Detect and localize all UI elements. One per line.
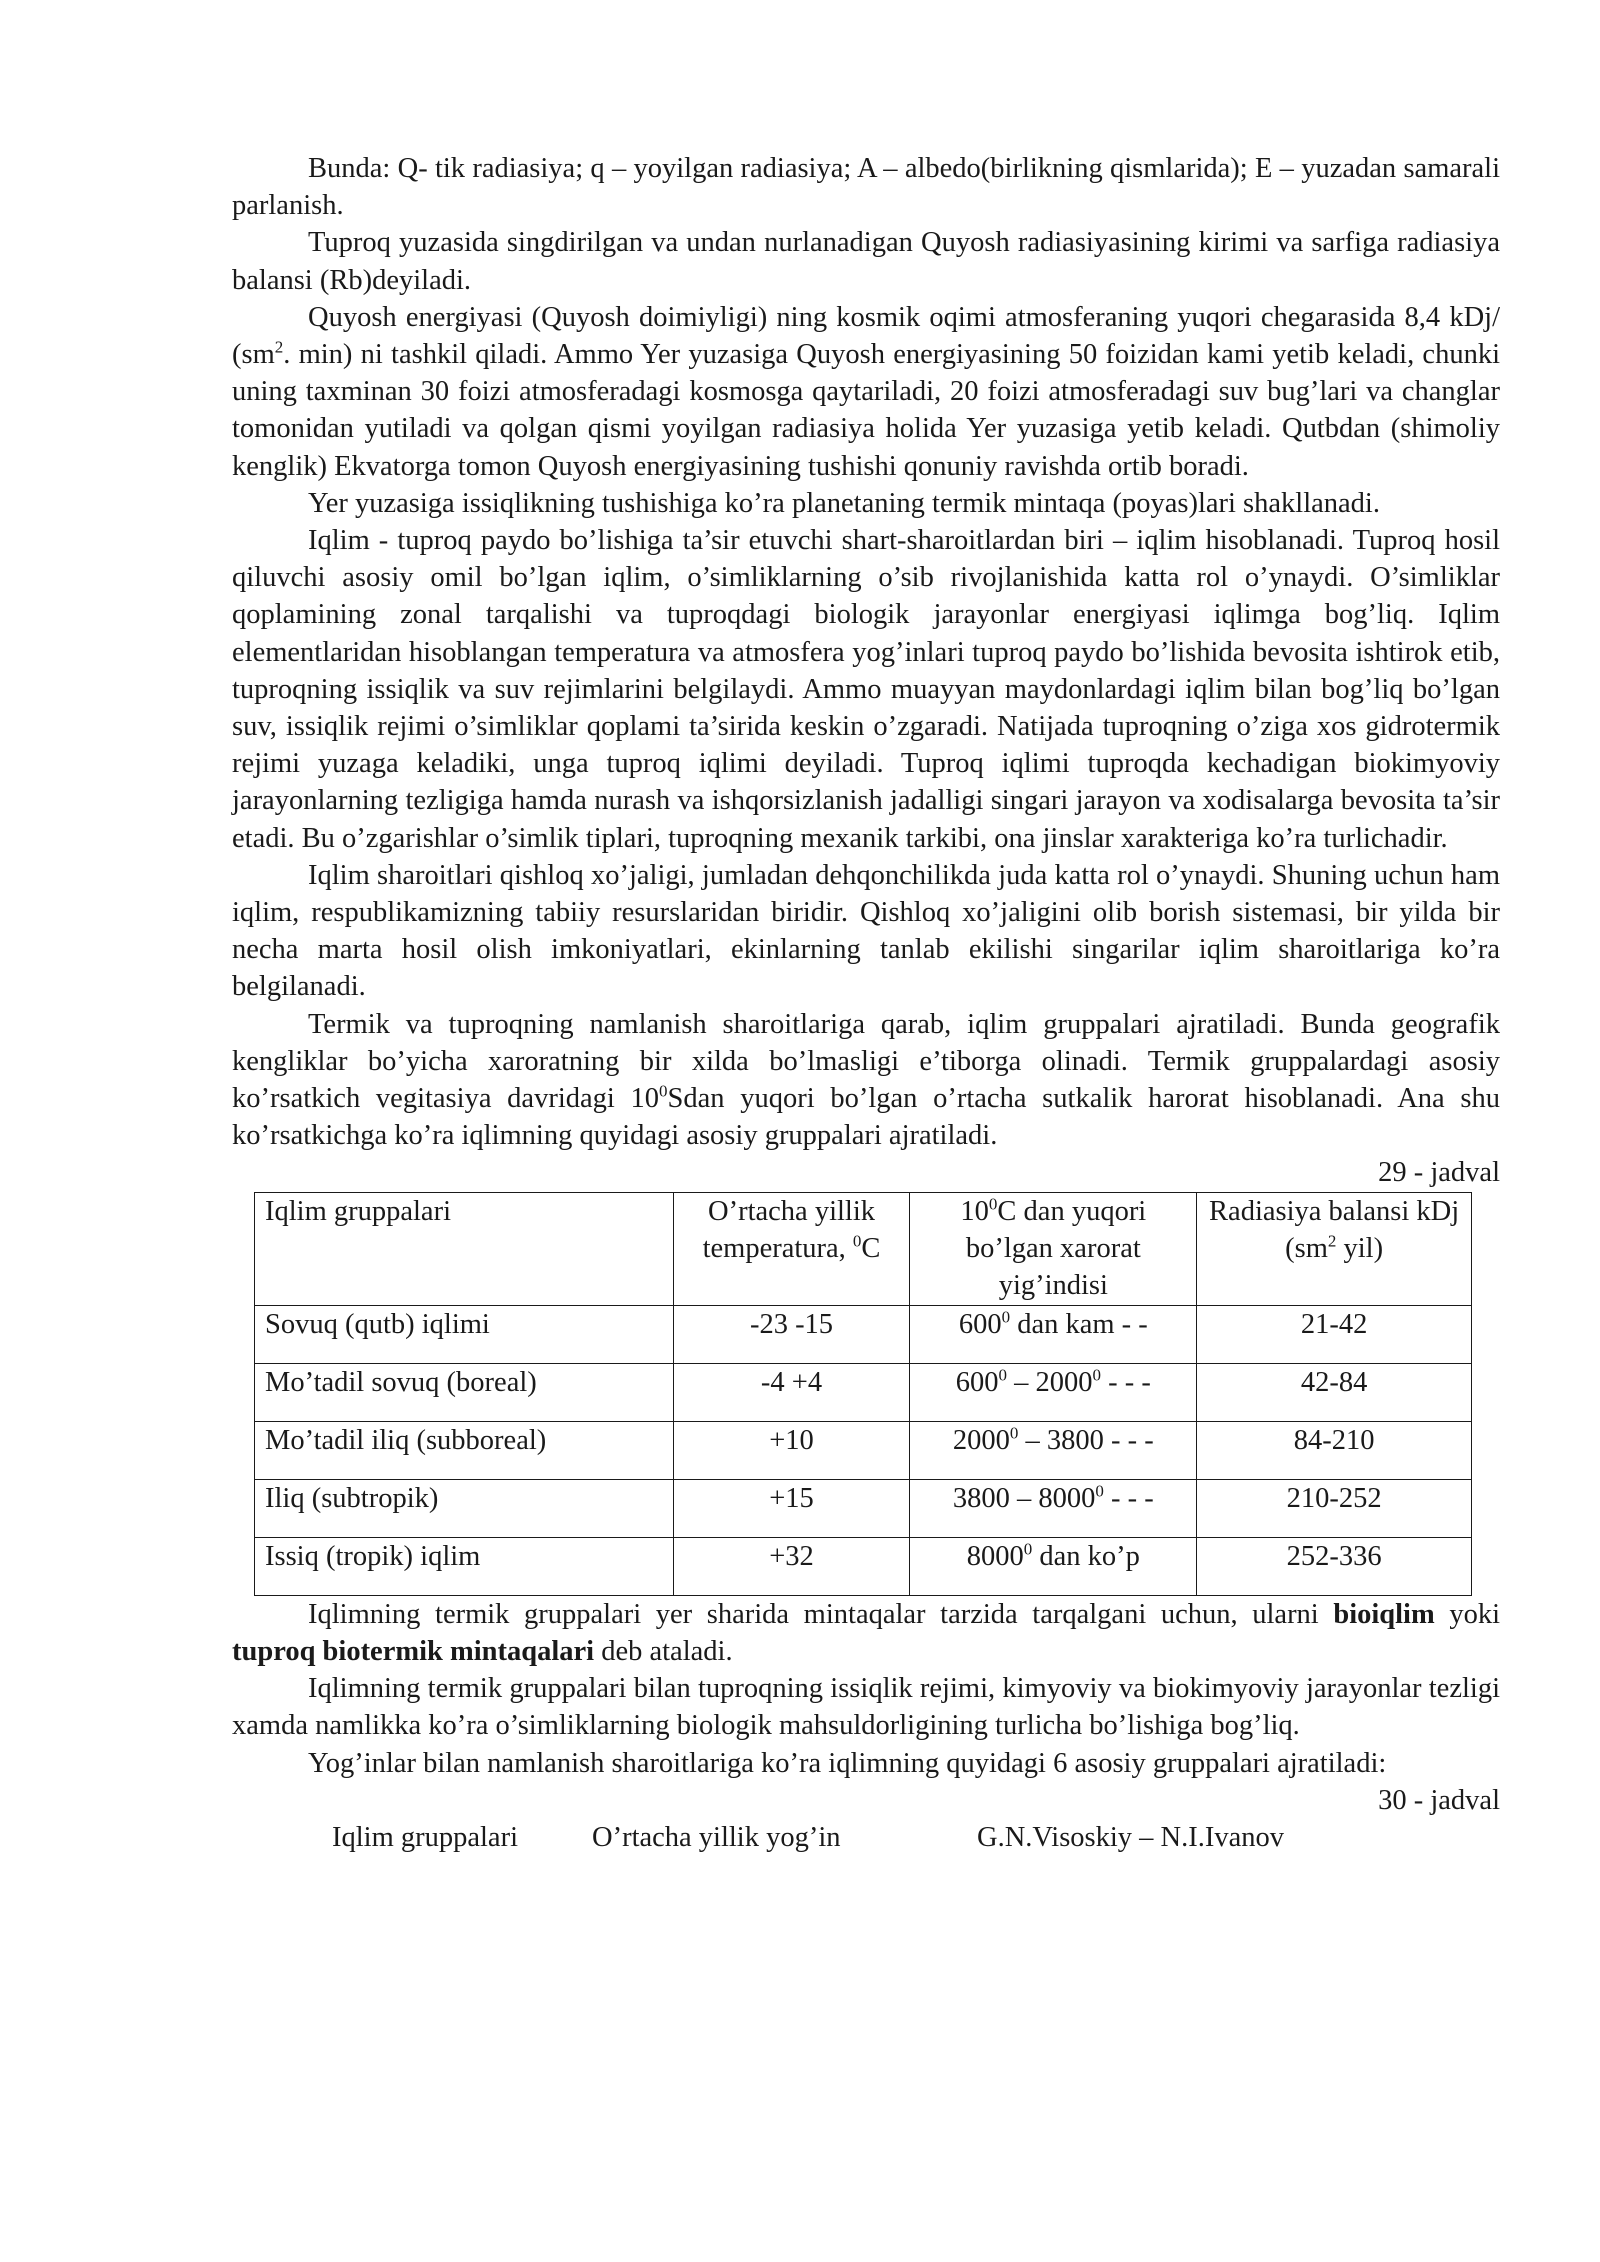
cell-temperature-sum: $600^0 - 2000^0$ - - - xyxy=(910,1363,1197,1421)
table-header-row xyxy=(255,1192,1472,1305)
cell-temperature: -23 -15 xyxy=(673,1305,910,1363)
table-row xyxy=(255,1363,1472,1421)
cell-group: Sovuq (qutb) iqlimi xyxy=(255,1305,674,1363)
cell-temperature-sum: $600^0$ dan kam - - xyxy=(910,1305,1197,1363)
paragraph-4: Yer yuzasiga issiqlikning tushishiga ko’ra planetaning termik mintaqa (poyas)lari shakllanadi. xyxy=(308,487,1380,519)
table-29-caption: 29 - jadval xyxy=(1378,1157,1500,1189)
cell-group: Mo’tadil sovuq (boreal) xyxy=(255,1363,674,1421)
cell-balance: 42-84 xyxy=(1197,1363,1472,1421)
cell-temperature: +15 xyxy=(673,1479,910,1537)
table-row xyxy=(255,1537,1472,1595)
paragraph-8: Iqlimning termik gruppalari yer sharida mintaqalar tarzida tarqalgani uchun, ularni bioiqlim yoki tuproq biotermik mintaqalari deb ataladi. xyxy=(232,1598,1501,1667)
bold-term-biotermik: tuproq biotermik mintaqalari xyxy=(232,1635,595,1667)
cell-temperature: +10 xyxy=(673,1421,910,1479)
table-row xyxy=(255,1479,1472,1537)
table-row xyxy=(255,1421,1472,1479)
header-radiation-balance: Radiasiya balansi kDj ($sm^2$ yil) xyxy=(1197,1192,1472,1305)
cell-balance: 84-210 xyxy=(1197,1421,1472,1479)
cell-temperature-sum: 3800 – 8000$^0$ - - - xyxy=(910,1479,1197,1537)
table-row xyxy=(255,1305,1472,1363)
cell-group: Issiq (tropik) iqlim xyxy=(255,1537,674,1595)
paragraph-2: Tuproq yuzasida singdirilgan va undan nurlanadigan Quyosh radiasiyasining kirimi va sarfiga radiasiya balansi (Rb)deyiladi. xyxy=(232,227,1500,296)
cell-temperature-sum: 2000$^0$ – 3800 - - - xyxy=(910,1421,1197,1479)
cell-group: Mo’tadil iliq (subboreal) xyxy=(255,1421,674,1479)
table-30-col-climate-groups: Iqlim gruppalari xyxy=(332,1821,518,1853)
table-30-col-precipitation: O’rtacha yillik yog’in xyxy=(592,1821,841,1853)
cell-group: Iliq (subtropik) xyxy=(255,1479,674,1537)
paragraph-6: Iqlim sharoitlari qishloq xo’jaligi, jumladan dehqonchilikda juda katta rol o’ynaydi. Shuning uchun ham iqlim, respublikamizning tabiiy resurslaridan biridir. Qishloq xo’jaligini olib borish sistemasi, bir yilda bir necha marta hosil olish imkoniyatlari, ekinlarning tanlab ekilishi singarilar iqlim sharoitlariga ko’ra belgilanadi. xyxy=(232,859,1500,1003)
table-30-col-authors: G.N.Visoskiy – N.I.Ivanov xyxy=(977,1821,1285,1853)
cell-balance: 21-42 xyxy=(1197,1305,1472,1363)
header-mean-temperature: O’rtacha yillik temperatura, $^0$C xyxy=(673,1192,910,1305)
bold-term-bioiqlim: bioiqlim xyxy=(1333,1598,1435,1630)
paragraph-7: Termik va tuproqning namlanish sharoitlariga qarab, iqlim gruppalari ajratiladi. Bunda geografik kengliklar bo’yicha xaroratning bir xilda bo’lmasligi e’tiborga olinadi. Termik gruppalardagi asosiy ko’rsatkich vegitasiya davridagi $10^0Sdan$ yuqori bo’lgan o’rtacha sutkalik harorat hisoblanadi. Ana shu ko’rsatkichga ko’ra iqlimning quyidagi asosiy gruppalari ajratiladi. xyxy=(232,1008,1500,1152)
paragraph-1: Bunda: Q- tik radiasiya; q – yoyilgan radiasiya; A – albedo(birlikning qismlarida); E – yuzadan samarali parlanish. xyxy=(232,153,1500,222)
paragraph-9: Iqlimning termik gruppalari bilan tuproqning issiqlik rejimi, kimyoviy va biokimyoviy jarayonlar tezligi xamda namlikka ko’ra o’simliklarning biologik mahsuldorligining turlicha bo’lishiga bog’liq. xyxy=(232,1673,1500,1742)
cell-balance: 210-252 xyxy=(1197,1479,1472,1537)
document-page xyxy=(232,150,1500,1856)
cell-temperature: +32 xyxy=(673,1537,910,1595)
table-29 xyxy=(254,1192,1472,1596)
header-climate-groups: Iqlim gruppalari xyxy=(255,1192,674,1305)
cell-temperature-sum: 8000$^0$ dan ko’p xyxy=(910,1537,1197,1595)
table-30-header xyxy=(232,1819,1500,1856)
table-30-caption: 30 - jadval xyxy=(1378,1784,1500,1816)
cell-temperature: -4 +4 xyxy=(673,1363,910,1421)
paragraph-5: Iqlim - tuproq paydo bo’lishiga ta’sir etuvchi shart-sharoitlardan biri – iqlim hisoblanadi. Tuproq hosil qiluvchi asosiy omil bo’lgan iqlim, o’simliklarning o’sib rivojlanishida katta rol o’ynaydi. O’simliklar qoplamining zonal tarqalishi va tuproqdagi biologik jarayonlar energiyasi iqlimga bog’liq. Iqlim elementlaridan hisoblangan temperatura va atmosfera yog’inlari tuproq paydo bo’lishida bevosita ishtirok etib, tuproqning issiqlik va suv rejimlarini belgilaydi. Ammo muayyan maydonlardagi iqlim bilan bog’liq bo’lgan suv, issiqlik rejimi o’simliklar qoplami ta’sirida keskin o’zgaradi. Natijada tuproqning o’ziga xos gidrotermik rejimi yuzaga keladiki, unga tuproq iqlimi deyiladi. Tuproq iqlimi tuproqda kechadigan biokimyoviy jarayonlarning tezligiga hamda nurash va ishqorsizlanish jadalligi singari jarayon va xodisalarga bevosita ta’sir etadi. Bu o’zgarishlar o’simlik tiplari, tuproqning mexanik tarkibi, ona jinslar xarakteriga ko’ra turlichadir. xyxy=(232,525,1500,854)
paragraph-3: Quyosh energiyasi (Quyosh doimiyligi) ning kosmik oqimi atmosferaning yuqori chegarasida 8,4 kDj/ ($sm^2$. min) ni tashkil qiladi. Ammo Yer yuzasiga Quyosh energiyasining 50 foizidan kami yetib keladi, chunki uning taxminan 30 foizi atmosferadagi kosmosga qaytariladi, 20 foizi atmosferadagi suv bug’lari va changlar tomonidan yutiladi va qolgan qismi yoyilgan radiasiya holida Yer yuzasiga yetib keladi. Qutbdan (shimoliy kenglik) Ekvatorga tomon Quyosh energiyasining tushishi qonuniy ravishda ortib boradi. xyxy=(232,301,1500,482)
paragraph-10: Yog’inlar bilan namlanish sharoitlariga ko’ra iqlimning quyidagi 6 asosiy gruppalari ajratiladi: xyxy=(308,1747,1387,1779)
header-temperature-sum: $10^0C$ dan yuqori bo’lgan xarorat yig’indisi xyxy=(910,1192,1197,1305)
cell-balance: 252-336 xyxy=(1197,1537,1472,1595)
